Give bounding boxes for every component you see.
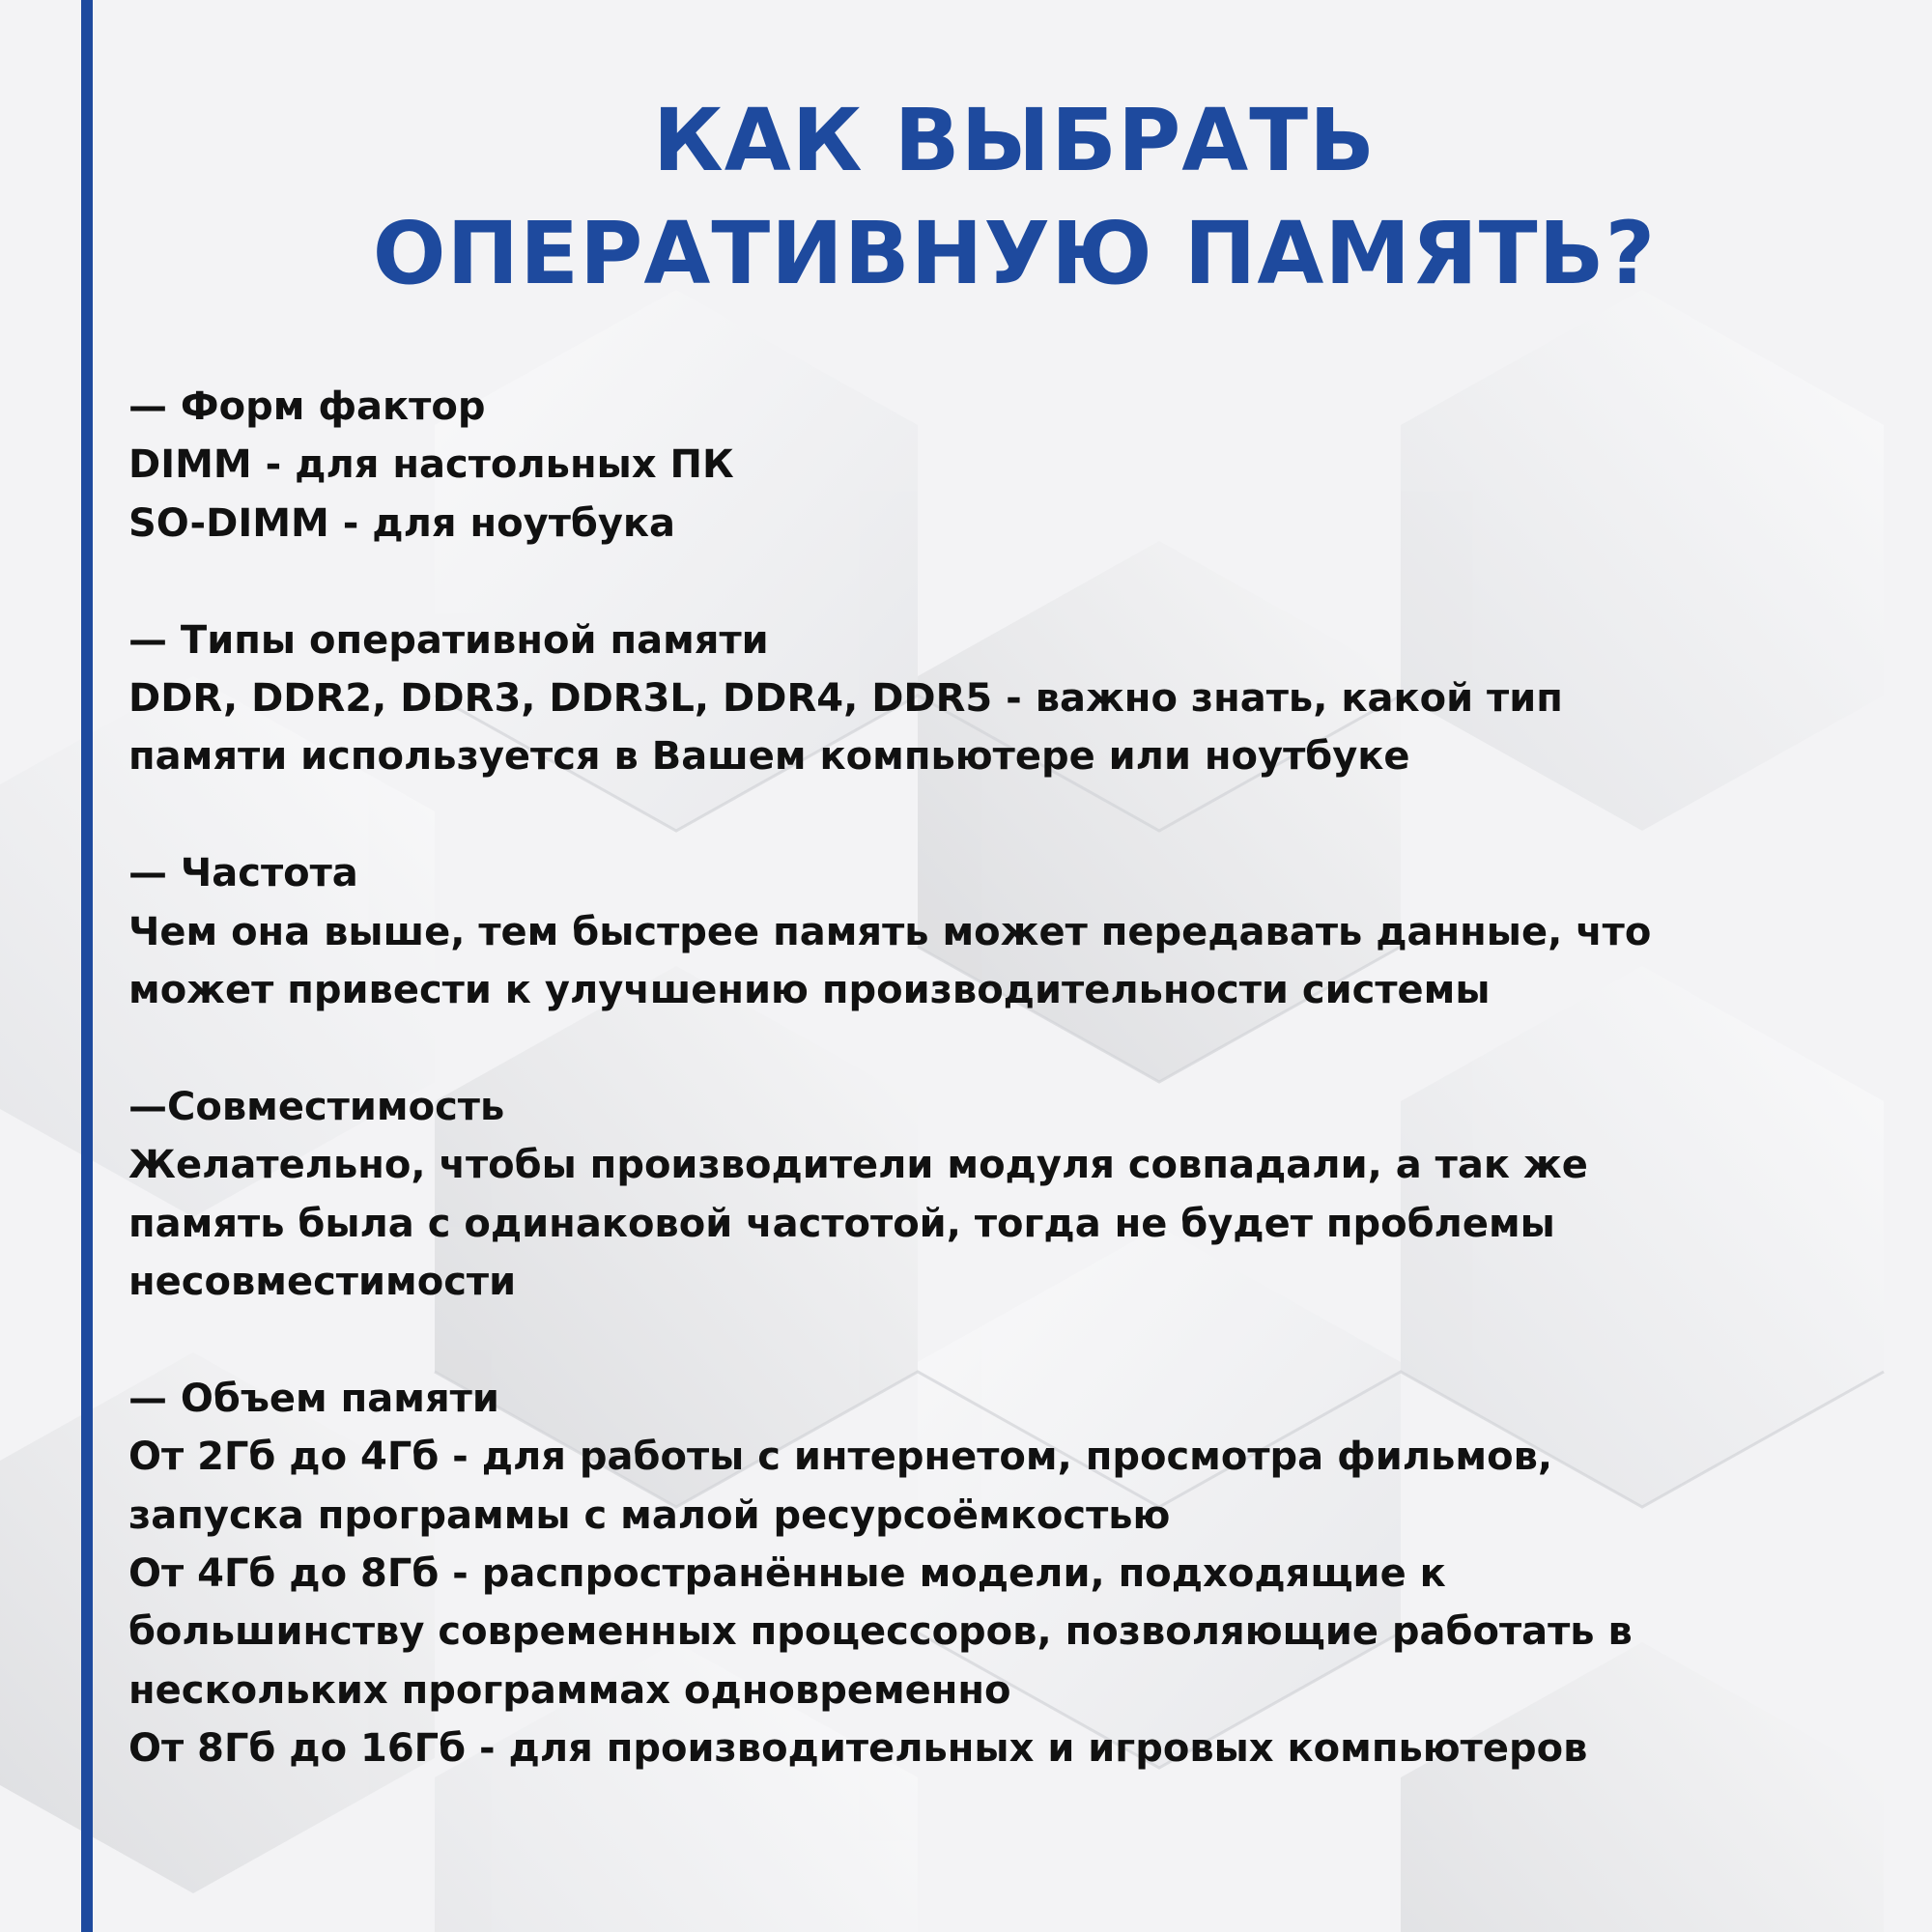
section-line: большинству современных процессоров, позволяющие работать в bbox=[128, 1609, 1633, 1655]
section-heading: — Объем памяти bbox=[128, 1376, 499, 1421]
section-line: DIMM - для настольных ПК bbox=[128, 442, 734, 488]
section-line: нескольких программах одновременно bbox=[128, 1667, 1011, 1713]
section-line: память была с одинаковой частотой, тогда не будет проблемы bbox=[128, 1201, 1555, 1246]
section-heading: —Совместимость bbox=[128, 1084, 505, 1129]
title-line-1: КАК ВЫБРАТЬ bbox=[652, 91, 1377, 191]
section-line: Чем она выше, тем быстрее память может передавать данные, что bbox=[128, 909, 1652, 954]
section-line: SO-DIMM - для ноутбука bbox=[128, 500, 676, 546]
section-line: DDR, DDR2, DDR3, DDR3L, DDR4, DDR5 - важно знать, какой тип bbox=[128, 676, 1563, 722]
section-line: памяти используется в Вашем компьютере или ноутбуке bbox=[128, 734, 1410, 780]
title-line-2: ОПЕРАТИВНУЮ ПАМЯТЬ? bbox=[372, 204, 1657, 304]
page-title bbox=[97, 85, 1932, 311]
section-line: Желательно, чтобы производители модуля совпадали, а так же bbox=[128, 1143, 1588, 1188]
section-line: От 4Гб до 8Гб - распространённые модели, подходящие к bbox=[128, 1551, 1446, 1597]
section-compatibility bbox=[128, 1078, 1896, 1312]
content bbox=[128, 378, 1896, 1778]
section-frequency bbox=[128, 844, 1896, 1019]
section-line: От 8Гб до 16Гб - для производительных и игровых компьютеров bbox=[128, 1726, 1588, 1772]
section-heading: — Форм фактор bbox=[128, 384, 486, 429]
section-heading: — Частота bbox=[128, 851, 358, 896]
section-memory-size bbox=[128, 1370, 1896, 1778]
section-memory-types bbox=[128, 611, 1896, 786]
section-line: несовместимости bbox=[128, 1260, 517, 1305]
section-line: запуска программы с малой ресурсоёмкостью bbox=[128, 1492, 1171, 1538]
section-line: От 2Гб до 4Гб - для работы с интернетом, просмотра фильмов, bbox=[128, 1435, 1553, 1480]
section-form-factor bbox=[128, 378, 1896, 553]
left-accent-bar bbox=[81, 0, 93, 1932]
section-heading: — Типы оперативной памяти bbox=[128, 617, 769, 663]
section-line: может привести к улучшению производительности системы bbox=[128, 968, 1491, 1013]
